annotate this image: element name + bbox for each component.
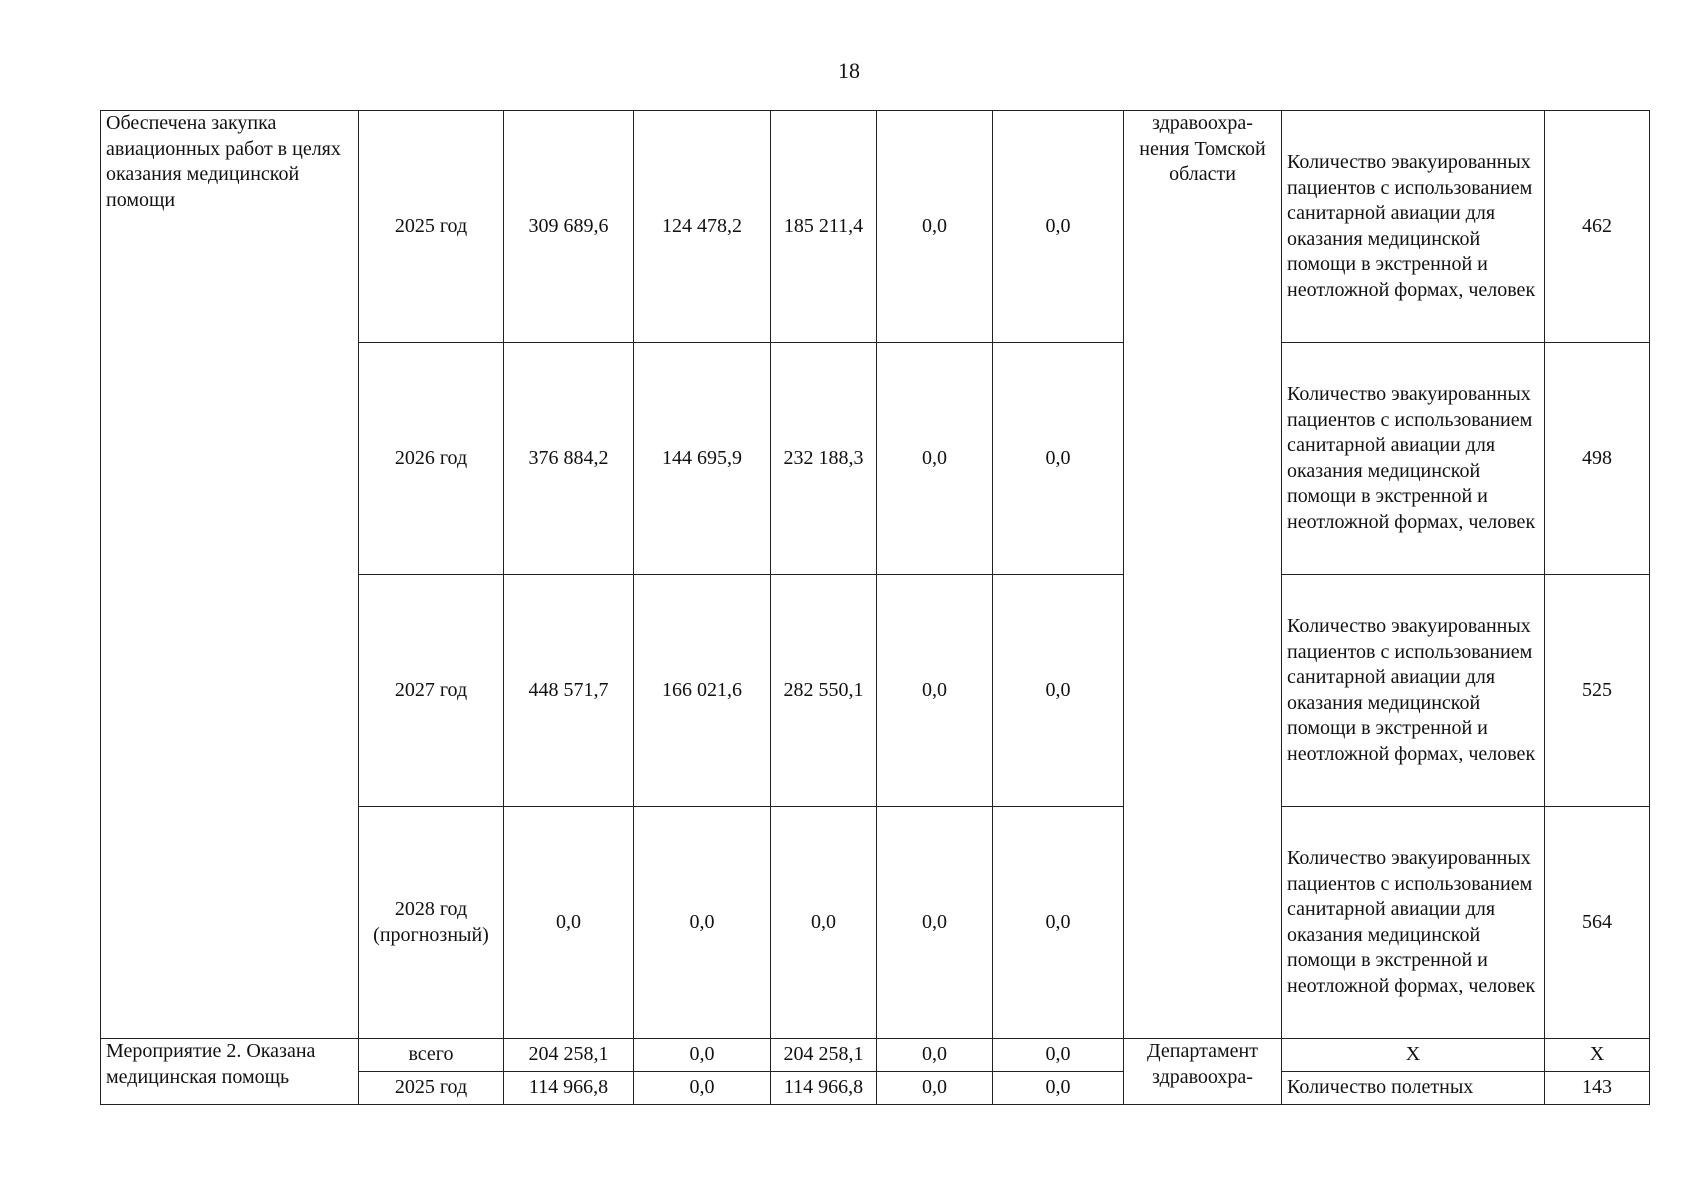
regional-cell: 204 258,1 <box>771 1039 877 1072</box>
local-cell: 0,0 <box>877 111 993 343</box>
local-cell: 0,0 <box>877 1039 993 1072</box>
total-cell: 376 884,2 <box>504 343 634 575</box>
federal-cell: 124 478,2 <box>634 111 771 343</box>
table-row <box>101 1039 1650 1072</box>
indicator-value-cell: 462 <box>1545 111 1650 343</box>
regional-cell: 282 550,1 <box>771 575 877 807</box>
federal-cell: 0,0 <box>634 807 771 1039</box>
indicator-cell: Количество эвакуированных пациентов с использованием санитарной авиации для оказания медицинской помощи в экстренной и неотложной формах, человек <box>1282 343 1545 575</box>
year-cell: всего <box>359 1039 504 1072</box>
indicator-value-cell: 143 <box>1545 1072 1650 1105</box>
total-cell: 309 689,6 <box>504 111 634 343</box>
local-cell: 0,0 <box>877 807 993 1039</box>
indicator-cell: Количество эвакуированных пациентов с использованием санитарной авиации для оказания медицинской помощи в экстренной и неотложной формах, человек <box>1282 807 1545 1039</box>
federal-cell: 0,0 <box>634 1039 771 1072</box>
year-cell: 2026 год <box>359 343 504 575</box>
other-cell: 0,0 <box>993 575 1124 807</box>
table-row <box>101 111 1650 343</box>
executor-cell: здравоохра-нения Томской области <box>1124 111 1282 1039</box>
other-cell: 0,0 <box>993 1039 1124 1072</box>
local-cell: 0,0 <box>877 343 993 575</box>
local-cell: 0,0 <box>877 575 993 807</box>
regional-cell: 185 211,4 <box>771 111 877 343</box>
year-cell: 2025 год <box>359 1072 504 1105</box>
indicator-value-cell: X <box>1545 1039 1650 1072</box>
result-cell: Обеспечена закупка авиационных работ в целях оказания медицинской помощи <box>101 111 359 1039</box>
regional-cell: 114 966,8 <box>771 1072 877 1105</box>
indicator-cell: Количество эвакуированных пациентов с использованием санитарной авиации для оказания медицинской помощи в экстренной и неотложной формах, человек <box>1282 111 1545 343</box>
regional-cell: 232 188,3 <box>771 343 877 575</box>
indicator-value-cell: 498 <box>1545 343 1650 575</box>
total-cell: 448 571,7 <box>504 575 634 807</box>
total-cell: 114 966,8 <box>504 1072 634 1105</box>
other-cell: 0,0 <box>993 807 1124 1039</box>
indicator-value-cell: 564 <box>1545 807 1650 1039</box>
federal-cell: 144 695,9 <box>634 343 771 575</box>
measure-cell: Мероприятие 2. Оказана медицинская помощь <box>101 1039 359 1105</box>
indicator-cell: Количество эвакуированных пациентов с использованием санитарной авиации для оказания медицинской помощи в экстренной и неотложной формах, человек <box>1282 575 1545 807</box>
federal-cell: 166 021,6 <box>634 575 771 807</box>
indicator-cell: Количество полетных <box>1282 1072 1545 1105</box>
total-cell: 204 258,1 <box>504 1039 634 1072</box>
page-number: 18 <box>838 58 860 83</box>
federal-cell: 0,0 <box>634 1072 771 1105</box>
other-cell: 0,0 <box>993 111 1124 343</box>
indicator-value-cell: 525 <box>1545 575 1650 807</box>
local-cell: 0,0 <box>877 1072 993 1105</box>
year-cell: 2028 год (прогнозный) <box>359 807 504 1039</box>
executor-cell: Департамент здравоохра- <box>1124 1039 1282 1105</box>
program-table <box>100 110 1650 1105</box>
year-cell: 2025 год <box>359 111 504 343</box>
indicator-cell: X <box>1282 1039 1545 1072</box>
other-cell: 0,0 <box>993 343 1124 575</box>
total-cell: 0,0 <box>504 807 634 1039</box>
other-cell: 0,0 <box>993 1072 1124 1105</box>
year-cell: 2027 год <box>359 575 504 807</box>
regional-cell: 0,0 <box>771 807 877 1039</box>
